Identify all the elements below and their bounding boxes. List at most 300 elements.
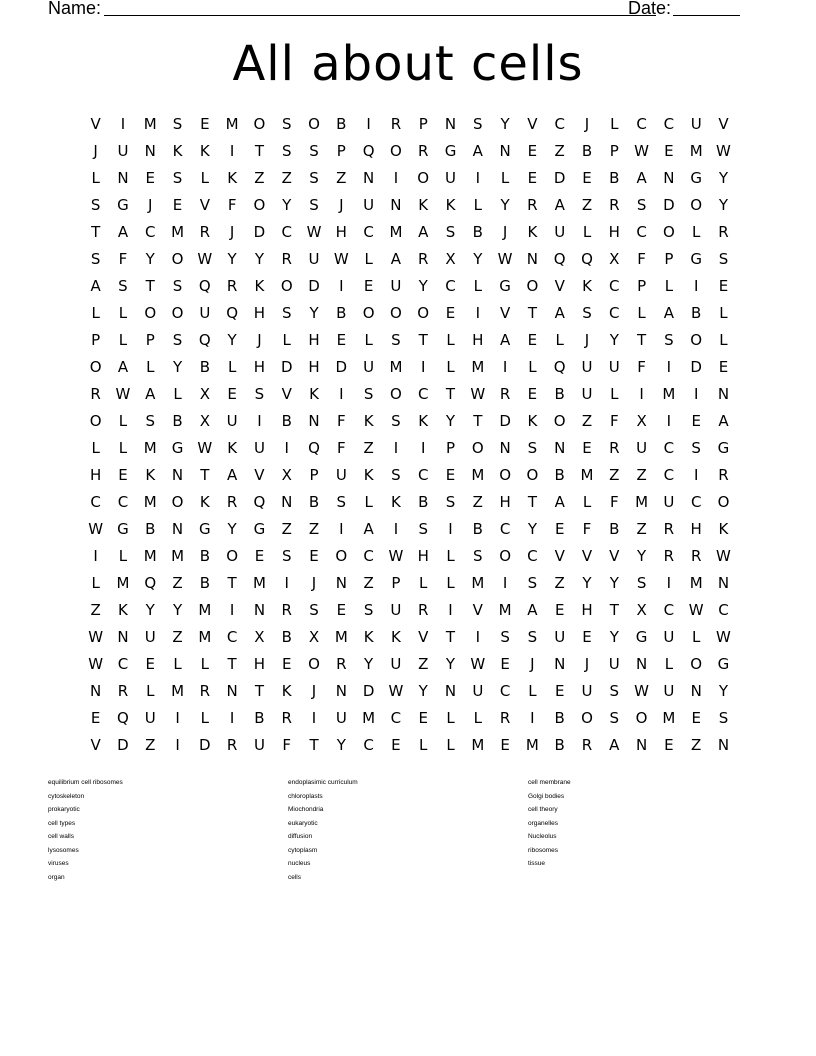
grid-letter: C	[554, 115, 565, 133]
grid-letter: Z	[636, 466, 647, 484]
grid-letter: F	[637, 250, 646, 268]
grid-letter: L	[446, 358, 455, 376]
grid-letter: L	[500, 169, 510, 187]
grid-letter: P	[609, 142, 619, 160]
grid-letter: H	[308, 331, 320, 349]
grid-letter: Z	[363, 574, 374, 592]
grid-letter: U	[390, 655, 402, 673]
grid-letter: I	[175, 709, 180, 727]
grid-letter: T	[227, 655, 237, 673]
grid-letter: J	[311, 682, 317, 700]
grid-letter: A	[499, 331, 511, 349]
grid-letter: Z	[308, 520, 320, 538]
grid-letter: S	[309, 169, 319, 187]
grid-letter: M	[143, 547, 157, 565]
grid-letter: N	[663, 169, 675, 187]
grid-letter: Z	[554, 142, 565, 160]
grid-letter: G	[117, 520, 129, 538]
grid-letter: L	[364, 493, 373, 511]
grid-letter: N	[363, 169, 375, 187]
grid-letter: L	[446, 736, 455, 754]
grid-letter: N	[717, 385, 730, 403]
grid-letter: I	[502, 574, 508, 592]
grid-letter: J	[584, 331, 590, 349]
grid-letter: E	[527, 169, 538, 187]
grid-letter: B	[336, 304, 347, 322]
grid-letter: R	[663, 547, 675, 565]
grid-letter: X	[199, 412, 210, 430]
grid-letter: Y	[582, 574, 592, 592]
grid-letter: T	[445, 385, 456, 403]
grid-letter: M	[143, 493, 157, 511]
grid-letter: G	[717, 439, 730, 457]
grid-letter: Y	[172, 358, 183, 376]
word-list-item: cytoskeleton	[48, 792, 85, 800]
grid-letter: N	[554, 655, 566, 673]
grid-letter: G	[253, 520, 266, 538]
grid-letter: L	[582, 223, 592, 241]
grid-letter: L	[282, 331, 291, 349]
grid-letter: A	[390, 250, 402, 268]
word-list-item: cells	[288, 873, 302, 881]
grid-letter: A	[418, 223, 429, 241]
grid-letter: O	[335, 547, 348, 565]
grid-letter: C	[445, 277, 456, 295]
grid-letter: O	[553, 412, 566, 430]
grid-letter: N	[335, 682, 347, 700]
grid-letter: H	[581, 601, 593, 619]
grid-letter: I	[448, 520, 453, 538]
grid-letter: R	[417, 142, 429, 160]
grid-letter: Q	[253, 493, 266, 511]
grid-letter: E	[418, 709, 428, 727]
grid-letter: W	[497, 250, 513, 268]
grid-letter: M	[662, 385, 676, 403]
grid-letter: D	[499, 412, 511, 430]
grid-letter: O	[581, 709, 593, 727]
grid-letter: B	[472, 520, 483, 538]
grid-letter: S	[172, 277, 183, 295]
grid-letter: G	[117, 196, 129, 214]
grid-letter: T	[418, 331, 428, 349]
grid-letter: O	[253, 196, 266, 214]
grid-letter: R	[390, 115, 402, 133]
grid-letter: B	[418, 493, 429, 511]
grid-letter: D	[690, 358, 702, 376]
grid-letter: C	[499, 682, 511, 700]
grid-row	[82, 489, 738, 516]
grid-letter: L	[91, 439, 100, 457]
grid-letter: O	[144, 304, 157, 322]
grid-row	[82, 165, 738, 192]
word-list-item: organelles	[528, 819, 558, 827]
grid-letter: U	[199, 304, 211, 322]
grid-letter: O	[280, 277, 293, 295]
grid-letter: I	[475, 169, 481, 187]
grid-letter: N	[117, 628, 129, 646]
grid-letter: O	[362, 304, 375, 322]
grid-letter: M	[498, 601, 512, 619]
grid-letter: T	[91, 223, 101, 241]
grid-letter: P	[309, 466, 319, 484]
grid-letter: N	[226, 682, 238, 700]
grid-letter: I	[693, 466, 699, 484]
grid-letter: Y	[473, 250, 483, 268]
grid-letter: E	[281, 655, 292, 673]
grid-letter: V	[90, 115, 101, 133]
grid-letter: E	[664, 142, 674, 160]
grid-letter: X	[199, 385, 210, 403]
grid-letter: M	[471, 466, 485, 484]
grid-letter: X	[445, 250, 456, 268]
grid-letter: X	[636, 601, 647, 619]
grid-letter: I	[339, 520, 344, 538]
grid-row	[82, 435, 738, 462]
grid-letter: J	[93, 142, 98, 160]
grid-letter: Z	[636, 520, 647, 538]
grid-letter: O	[417, 169, 430, 187]
grid-letter: P	[145, 331, 155, 349]
grid-letter: S	[363, 601, 374, 619]
grid-letter: R	[527, 196, 538, 214]
grid-letter: W	[716, 547, 731, 565]
grid-letter: K	[118, 601, 128, 619]
grid-letter: U	[554, 223, 566, 241]
grid-letter: I	[120, 115, 126, 133]
grid-letter: I	[393, 169, 399, 187]
grid-letter: B	[554, 466, 565, 484]
grid-letter: K	[418, 412, 429, 430]
grid-letter: I	[530, 709, 535, 727]
grid-letter: L	[118, 439, 128, 457]
grid-letter: U	[117, 142, 129, 160]
grid-letter: M	[198, 601, 212, 619]
grid-letter: M	[689, 142, 703, 160]
page-title: All about cells	[232, 36, 584, 92]
grid-letter: I	[666, 574, 672, 592]
grid-letter: E	[363, 277, 374, 295]
grid-letter: I	[693, 385, 699, 403]
grid-letter: H	[690, 520, 702, 538]
grid-letter: Q	[198, 277, 211, 295]
grid-letter: F	[227, 196, 237, 214]
grid-letter: Y	[527, 520, 537, 538]
word-list-item: cytoplasm	[288, 846, 318, 854]
grid-letter: T	[200, 466, 210, 484]
grid-letter: B	[308, 493, 320, 511]
grid-letter: X	[281, 466, 292, 484]
grid-letter: C	[363, 736, 374, 754]
grid-letter: L	[473, 277, 482, 295]
grid-letter: S	[118, 277, 128, 295]
grid-letter: W	[197, 439, 213, 457]
grid-letter: W	[197, 250, 213, 268]
grid-letter: A	[663, 304, 675, 322]
grid-letter: R	[226, 736, 238, 754]
grid-letter: R	[690, 547, 702, 565]
grid-letter: L	[555, 331, 564, 349]
grid-letter: K	[227, 439, 238, 457]
grid-letter: J	[257, 331, 262, 349]
grid-letter: N	[253, 601, 266, 619]
grid-letter: B	[281, 628, 292, 646]
grid-letter: T	[254, 142, 265, 160]
grid-letter: F	[118, 250, 128, 268]
grid-letter: V	[199, 196, 210, 214]
grid-letter: O	[89, 412, 102, 430]
date-label: Date:	[628, 0, 672, 18]
grid-letter: L	[91, 169, 100, 187]
grid-letter: A	[636, 169, 647, 187]
grid-letter: Q	[226, 304, 239, 322]
grid-letter: H	[253, 655, 266, 673]
grid-letter: P	[336, 142, 346, 160]
grid-letter: M	[525, 736, 539, 754]
grid-letter: A	[554, 304, 565, 322]
date-blank-line	[673, 15, 740, 16]
grid-letter: B	[254, 709, 265, 727]
grid-letter: V	[581, 547, 593, 565]
grid-letter: L	[446, 709, 455, 727]
grid-letter: S	[609, 682, 620, 700]
grid-letter: T	[309, 736, 319, 754]
grid-letter: L	[364, 250, 373, 268]
grid-letter: U	[581, 385, 593, 403]
grid-letter: U	[663, 493, 675, 511]
grid-letter: U	[390, 277, 402, 295]
grid-letter: X	[636, 412, 647, 430]
grid-letter: B	[609, 520, 620, 538]
word-list-item: lysosomes	[48, 846, 79, 854]
grid-letter: D	[308, 277, 320, 295]
grid-row	[82, 381, 738, 408]
grid-letter: I	[284, 439, 289, 457]
grid-row	[82, 651, 738, 678]
grid-letter: I	[420, 439, 426, 457]
grid-letter: G	[171, 439, 184, 457]
grid-letter: B	[554, 385, 565, 403]
grid-row	[82, 111, 738, 138]
grid-letter: J	[502, 223, 508, 241]
grid-letter: I	[639, 385, 644, 403]
grid-letter: L	[227, 358, 237, 376]
grid-letter: O	[308, 115, 320, 133]
grid-row	[82, 219, 738, 246]
grid-letter: S	[172, 331, 183, 349]
grid-letter: C	[636, 223, 647, 241]
grid-letter: J	[339, 196, 344, 214]
grid-letter: C	[690, 493, 702, 511]
grid-row	[82, 516, 738, 543]
grid-letter: T	[445, 628, 456, 646]
name-blank-line	[104, 15, 656, 16]
grid-letter: S	[527, 628, 538, 646]
grid-letter: P	[391, 574, 401, 592]
grid-letter: F	[609, 493, 619, 511]
word-list-item: Nucleolus	[528, 833, 557, 840]
grid-letter: N	[444, 682, 457, 700]
grid-letter: M	[635, 493, 649, 511]
grid-letter: H	[308, 358, 320, 376]
grid-letter: S	[636, 196, 647, 214]
grid-letter: I	[666, 358, 672, 376]
grid-letter: T	[227, 574, 237, 592]
grid-letter: S	[391, 466, 401, 484]
grid-letter: I	[311, 709, 317, 727]
grid-letter: L	[473, 709, 482, 727]
grid-letter: R	[226, 277, 238, 295]
grid-letter: X	[254, 628, 265, 646]
grid-letter: N	[171, 520, 184, 538]
grid-letter: K	[199, 142, 210, 160]
grid-letter: E	[336, 601, 347, 619]
grid-letter: W	[115, 385, 131, 403]
grid-letter: F	[582, 520, 592, 538]
grid-letter: C	[636, 115, 647, 133]
grid-letter: E	[500, 736, 510, 754]
grid-letter: I	[393, 439, 399, 457]
grid-letter: G	[444, 142, 457, 160]
grid-letter: Z	[472, 493, 483, 511]
grid-letter: Y	[609, 331, 619, 349]
grid-letter: U	[144, 709, 156, 727]
grid-letter: I	[475, 304, 481, 322]
grid-letter: Q	[144, 574, 157, 592]
grid-letter: Z	[281, 169, 292, 187]
grid-letter: U	[608, 655, 620, 673]
grid-letter: I	[175, 736, 180, 754]
grid-letter: P	[445, 439, 456, 457]
grid-letter: E	[200, 115, 210, 133]
grid-letter: U	[226, 412, 238, 430]
grid-letter: L	[582, 493, 592, 511]
grid-letter: S	[309, 196, 319, 214]
grid-letter: S	[609, 709, 620, 727]
grid-letter: K	[227, 169, 238, 187]
grid-letter: Y	[500, 115, 510, 133]
grid-letter: Z	[172, 628, 183, 646]
grid-letter: X	[308, 628, 320, 646]
grid-letter: G	[199, 520, 211, 538]
grid-letter: R	[581, 736, 593, 754]
grid-row	[82, 705, 738, 732]
grid-letter: K	[527, 223, 538, 241]
grid-letter: V	[554, 547, 565, 565]
grid-letter: S	[691, 439, 701, 457]
grid-letter: K	[718, 520, 729, 538]
grid-letter: U	[663, 628, 675, 646]
grid-letter: P	[418, 115, 428, 133]
grid-letter: Y	[609, 628, 619, 646]
grid-letter: W	[388, 547, 404, 565]
grid-letter: D	[362, 682, 375, 700]
grid-letter: E	[691, 709, 701, 727]
grid-letter: E	[582, 169, 592, 187]
grid-letter: K	[254, 277, 265, 295]
grid-letter: N	[390, 196, 402, 214]
grid-letter: C	[145, 223, 156, 241]
grid-letter: Q	[117, 709, 129, 727]
grid-letter: Y	[718, 196, 729, 214]
grid-letter: L	[118, 304, 128, 322]
grid-letter: U	[335, 709, 347, 727]
grid-letter: Z	[254, 169, 265, 187]
grid-letter: J	[530, 655, 535, 673]
grid-letter: N	[117, 169, 129, 187]
grid-letter: H	[499, 493, 511, 511]
grid-letter: O	[390, 385, 402, 403]
grid-letter: I	[229, 142, 235, 160]
grid-letter: E	[227, 385, 237, 403]
grid-row	[82, 462, 738, 489]
grid-letter: R	[117, 682, 129, 700]
grid-letter: J	[584, 655, 590, 673]
grid-letter: Y	[254, 250, 265, 268]
word-list-item: Miochondria	[288, 806, 324, 813]
grid-letter: Z	[281, 520, 292, 538]
grid-letter: V	[554, 277, 565, 295]
grid-letter: W	[470, 655, 486, 673]
grid-row	[82, 138, 738, 165]
grid-letter: D	[553, 169, 566, 187]
grid-letter: D	[117, 736, 129, 754]
grid-letter: S	[527, 439, 538, 457]
grid-letter: E	[500, 655, 510, 673]
grid-letter: T	[527, 304, 537, 322]
grid-letter: I	[366, 115, 371, 133]
grid-letter: K	[172, 142, 183, 160]
grid-letter: E	[554, 682, 565, 700]
grid-letter: A	[554, 196, 565, 214]
grid-letter: L	[528, 682, 537, 700]
grid-letter: E	[527, 385, 538, 403]
grid-letter: N	[499, 142, 511, 160]
word-list-column	[48, 776, 123, 884]
grid-letter: C	[663, 115, 675, 133]
grid-letter: E	[391, 736, 401, 754]
word-list-item: prokaryotic	[48, 806, 80, 813]
grid-row	[82, 300, 738, 327]
grid-letter: R	[499, 385, 511, 403]
grid-letter: S	[281, 142, 292, 160]
grid-letter: B	[199, 547, 210, 565]
grid-letter: B	[554, 736, 565, 754]
grid-letter: Z	[90, 601, 101, 619]
grid-letter: A	[718, 412, 729, 430]
grid-letter: O	[226, 547, 239, 565]
grid-letter: U	[663, 682, 675, 700]
word-search-grid	[82, 111, 738, 759]
grid-letter: E	[554, 601, 565, 619]
grid-letter: L	[446, 547, 455, 565]
grid-letter: S	[718, 709, 729, 727]
grid-letter: S	[391, 412, 401, 430]
grid-letter: M	[252, 574, 266, 592]
grid-letter: X	[609, 250, 620, 268]
grid-letter: L	[200, 709, 210, 727]
grid-letter: U	[554, 628, 566, 646]
grid-letter: S	[473, 115, 483, 133]
grid-letter: U	[581, 682, 593, 700]
grid-letter: E	[582, 628, 592, 646]
grid-letter: F	[337, 412, 346, 430]
grid-letter: Q	[553, 358, 566, 376]
grid-letter: Z	[554, 574, 565, 592]
grid-letter: L	[173, 385, 182, 403]
grid-letter: Z	[691, 736, 702, 754]
grid-letter: Z	[363, 439, 374, 457]
grid-letter: G	[499, 277, 511, 295]
